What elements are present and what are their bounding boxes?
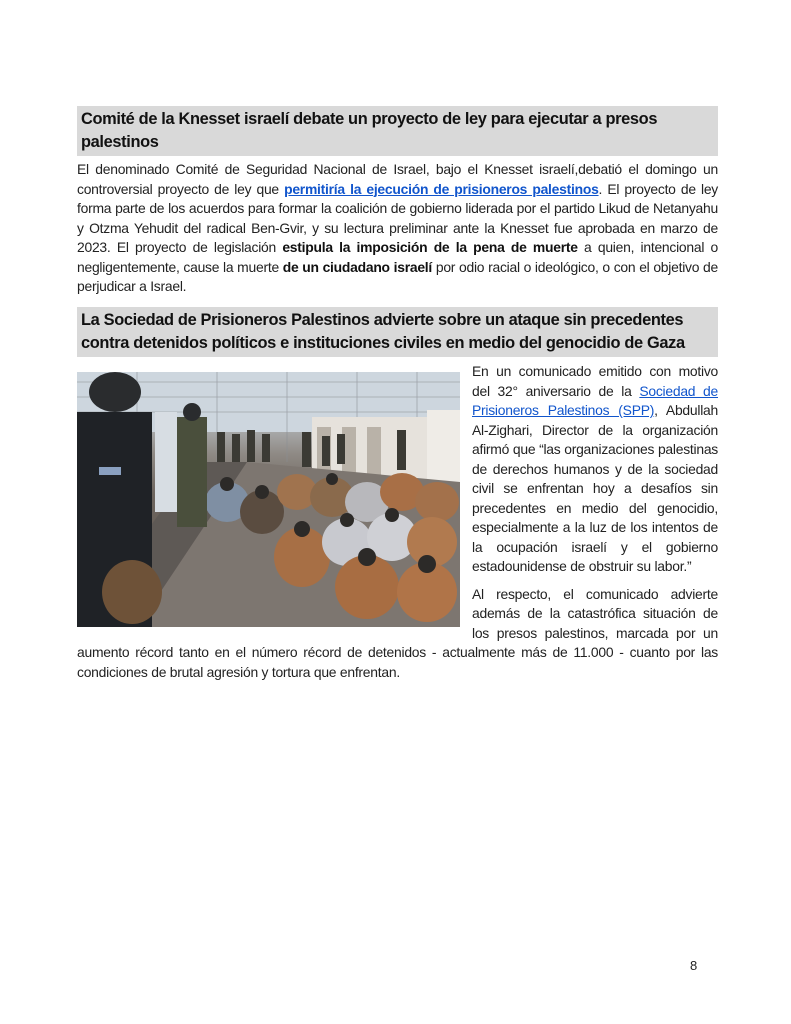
link-execution-bill[interactable]: permitiría la ejecución de prisioneros palestinos <box>284 180 599 197</box>
text: En un comunicado emitido con motivo del 32° aniversario de la <box>472 363 718 399</box>
page-number: 8 <box>690 958 698 973</box>
text: a quien, intencional o negligentemente, cause la muerte <box>77 239 718 275</box>
text: , Abdullah Al-Zighari, Director de la organización afirmó que “las organizaciones palestinas de derechos humanos y de la sociedad civil se enfrentan hoy a desafíos sin precedentes en medio del genocidio, especialmente a la luz de los intentos de la ocupación israelí y el gobierno estadounidense de obstruir su labor.” <box>472 402 718 574</box>
paragraph-record-detentions: Al respecto, el comunicado advierte además de la catastrófica situación de los presos palestinos, marcada por un aumento récord tanto en el número récord de detenidos - actualmente más de 11.000 - cuanto por las condiciones de brutal agresión y tortura que enfrentan. <box>77 585 718 680</box>
prison-photo <box>77 372 460 627</box>
text: . El proyecto de ley forma parte de los acuerdos para formar la coalición de gobierno liderada por el partido Likud de Netanyahu y Otzma Yehudit del radical Ben-Gvir, y su lectura preliminar ante la Knesset fue aprobada en marzo de 2023. El proyecto de legislación <box>77 180 718 255</box>
article-body-with-photo <box>77 362 718 690</box>
link-prisoners-society[interactable]: Sociedad de Prisioneros Palestinos (SPP) <box>472 382 719 418</box>
text: por odio racial o ideológico, o con el objetivo de perjudicar a Israel. <box>77 258 718 294</box>
section-heading-knesset: Comité de la Knesset israelí debate un proyecto de ley para ejecutar a presos palestinos <box>77 106 718 156</box>
bold-text: de un ciudadano israelí <box>282 258 433 275</box>
paragraph-knesset-bill <box>77 160 718 297</box>
text: El denominado Comité de Seguridad Nacional de Israel, bajo el Knesset israelí,debatió el domingo un controversial proyecto de ley que <box>77 161 718 197</box>
bold-text: estipula la imposición de la pena de muerte <box>282 239 578 255</box>
section-heading-prisoners-society: La Sociedad de Prisioneros Palestinos advierte sobre un ataque sin precedentes contra detenidos políticos e instituciones civiles en medio del genocidio de Gaza <box>77 307 718 357</box>
prison-photo-illustration <box>77 372 460 627</box>
